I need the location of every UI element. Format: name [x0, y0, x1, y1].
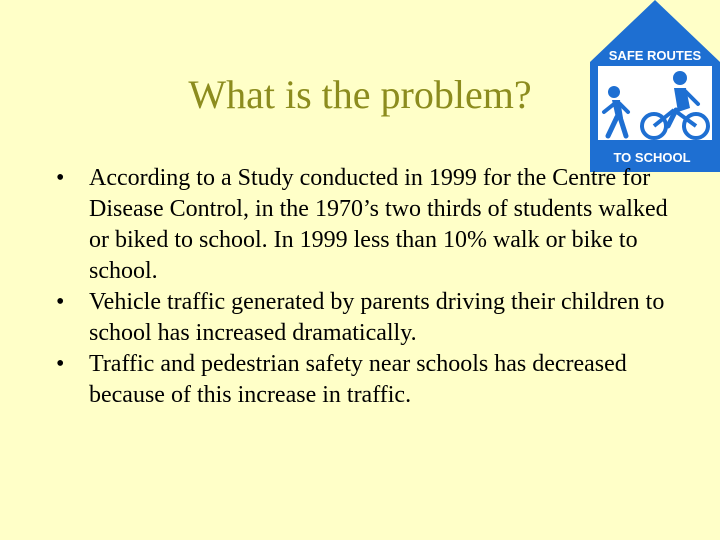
safe-routes-to-school-logo [590, 0, 720, 172]
logo-top-text: SAFE ROUTES [608, 48, 702, 63]
bullet-dot: • [56, 351, 65, 377]
bullet-dot: • [56, 289, 65, 315]
bullet-text: Traffic and pedestrian safety near schools has decreased because of this increase in traffic. [89, 351, 627, 408]
bullet-dot: • [56, 165, 65, 191]
bullet-item [56, 163, 676, 287]
bullet-text: Vehicle traffic generated by parents driving their children to school has increased dramatically. [89, 289, 665, 346]
bullet-list [56, 163, 676, 411]
bullet-item [56, 287, 676, 349]
slide-title: What is the problem? [188, 72, 532, 117]
logo-bottom-text: TO SCHOOL [613, 150, 691, 165]
bullet-text: According to a Study conducted in 1999 for the Centre for Disease Control, in the 1970’s two thirds of students walked or biked to school. In 1999 less than 10% walk or bike to school. [89, 165, 668, 284]
bullet-item [56, 349, 676, 411]
